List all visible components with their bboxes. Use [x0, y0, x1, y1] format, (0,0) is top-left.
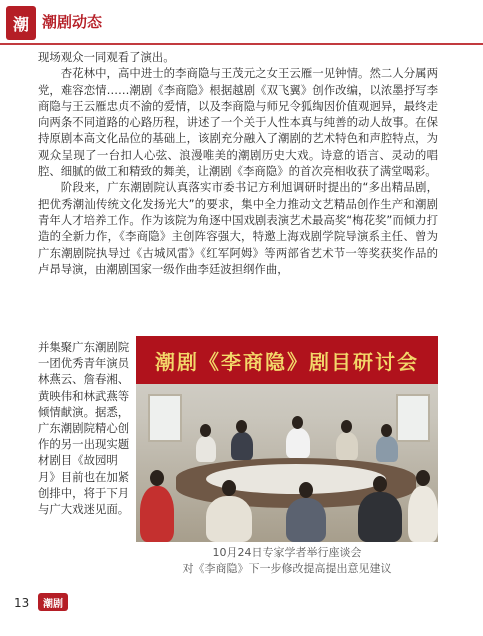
- attendee-figure: [140, 486, 174, 542]
- attendee-head: [416, 470, 430, 486]
- page-number: 13: [14, 596, 30, 610]
- attendee-head: [200, 424, 211, 437]
- section-title: 潮剧动态: [42, 13, 103, 31]
- footer-logo: 潮剧: [38, 593, 68, 611]
- attendee-head: [292, 416, 303, 429]
- attendee-head: [222, 480, 236, 496]
- attendee-figure: [231, 432, 253, 460]
- attendee-head: [150, 470, 164, 486]
- attendee-head: [341, 420, 352, 433]
- seminar-photo: [136, 336, 438, 542]
- article-side-paragraph: 并集聚广东潮剧院一团优秀青年演员林燕云、詹春湘、黄映伟和林武燕等倾情献演。据悉，广东潮剧院精心创作的另一出现实题材剧目《故园明月》目前也在加紧创排中，将于下月与广大戏迷见面。: [38, 340, 130, 517]
- article-body: [38, 49, 438, 277]
- page-header: [0, 0, 483, 46]
- seminar-banner: [136, 336, 438, 384]
- attendee-figure: [286, 498, 326, 542]
- article-paragraph: 阶段来，广东潮剧院认真落实市委书记方利旭调研时提出的“多出精品剧，把优秀潮汕传统文化发扬光大”的要求，集中全力推动文艺精品创作生产和潮剧青年人才培养工作。作为该院为角逐中国戏剧表演艺术最高奖“梅花奖”而倾力打造的全新力作，《李商隐》主创阵容强大，特邀上海戏剧学院导演系主任、曾为广东潮剧院执导过《古城风雷》《红军阿姆》等两部省艺术节一等奖获奖作品的卢昂导演，由潮剧国家一级作曲李廷波担纲作曲，: [38, 180, 438, 276]
- banner-text: 潮剧《李商隐》剧目研讨会: [155, 349, 419, 374]
- attendee-head: [299, 482, 313, 498]
- attendee-figure: [358, 492, 402, 542]
- attendee-head: [236, 420, 247, 433]
- window-shape: [396, 394, 430, 442]
- header-divider: [0, 43, 483, 45]
- caption-line: 对《李商隐》下一步修改提高提出意见建议: [182, 562, 392, 575]
- attendee-figure: [376, 436, 398, 462]
- article-paragraph: 杏花林中，高中进士的李商隐与王茂元之女王云雁一见钟情。然二人分属两党，难容恋情……潮剧《李商隐》根据越剧《双飞翼》创作改编，以浓墨抒写李商隐与王云雁忠贞不渝的爱情，以及李商隐与师兄令狐绹因价值观迥异，最终走向两条不同道路的心路历程，讲述了一个关于人性本真与纯善的动人故事。在保持原剧本高文化品位的基础上，该剧充分融入了潮剧的艺术特色和声腔特点，为观众呈现了一台扣人心弦、浪漫唯美的潮剧历史大戏。诗意的语言、灵动的唱腔、细腻的做工和精致的舞美，让潮剧《李商隐》的首次亮相收获了满堂喝彩。: [38, 66, 438, 179]
- magazine-logo: 潮: [6, 6, 36, 40]
- attendee-head: [373, 476, 387, 492]
- photo-caption: [136, 545, 438, 577]
- window-shape: [148, 394, 182, 442]
- attendee-figure: [336, 432, 358, 460]
- caption-line: 10月24日专家学者举行座谈会: [212, 546, 362, 559]
- attendee-head: [381, 424, 392, 437]
- article-paragraph: 现场观众一同观看了演出。: [38, 50, 175, 64]
- attendee-figure: [408, 486, 438, 542]
- attendee-figure: [206, 496, 252, 542]
- attendee-figure: [196, 436, 216, 462]
- attendee-figure: [286, 428, 310, 458]
